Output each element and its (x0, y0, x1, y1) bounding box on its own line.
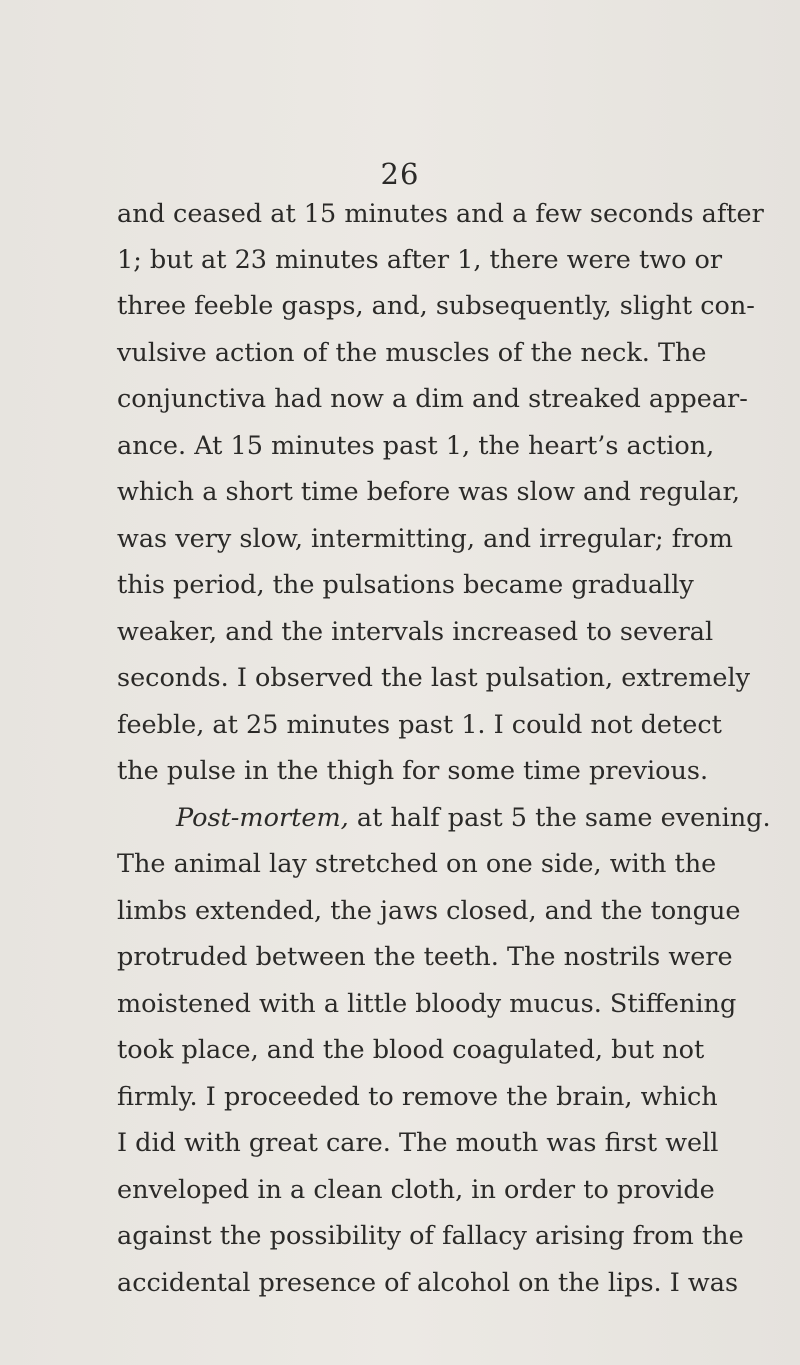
text-line: limbs extended, the jaws closed, and the tongue (117, 896, 741, 926)
text-line: was very slow, intermitting, and irregular; from (117, 524, 733, 554)
text-line: feeble, at 25 minutes past 1. I could not detect (117, 710, 722, 740)
text-line: I did with great care. The mouth was first well (117, 1128, 719, 1158)
text-line: enveloped in a clean cloth, in order to provide (117, 1175, 715, 1205)
text-line: vulsive action of the muscles of the neck. The (117, 338, 707, 368)
text-line: took place, and the blood coagulated, but not (117, 1035, 705, 1065)
text-line: conjunctiva had now a dim and streaked appear- (117, 384, 748, 414)
text-line: firmly. I proceeded to remove the brain, which (117, 1082, 718, 1112)
text-line: accidental presence of alcohol on the lips. I was (117, 1268, 739, 1298)
text-line: this period, the pulsations became gradually (117, 570, 694, 600)
text-line: ance. At 15 minutes past 1, the heart’s action, (117, 431, 715, 461)
text-line: weaker, and the intervals increased to several (117, 617, 714, 647)
text-line: and ceased at 15 minutes and a few seconds after (117, 199, 764, 229)
text-line: moistened with a little bloody mucus. Stiffening (117, 989, 737, 1019)
text-line: The animal lay stretched on one side, with the (117, 849, 717, 879)
lead-line-text: at half past 5 the same evening. (348, 803, 771, 833)
text-line: three feeble gasps, and, subsequently, slight con- (117, 291, 755, 321)
post-mortem-heading: Post-mortem, (176, 803, 349, 833)
text-line: the pulse in the thigh for some time previous. (117, 756, 709, 786)
page-number: 26 (380, 157, 420, 191)
paragraph-lead-line (176, 799, 771, 837)
text-line: which a short time before was slow and regular, (117, 477, 740, 507)
text-line: protruded between the teeth. The nostrils were (117, 942, 733, 972)
text-line: 1; but at 23 minutes after 1, there were two or (117, 245, 723, 275)
text-line: against the possibility of fallacy arising from the (117, 1221, 744, 1251)
text-line: seconds. I observed the last pulsation, extremely (117, 663, 751, 693)
